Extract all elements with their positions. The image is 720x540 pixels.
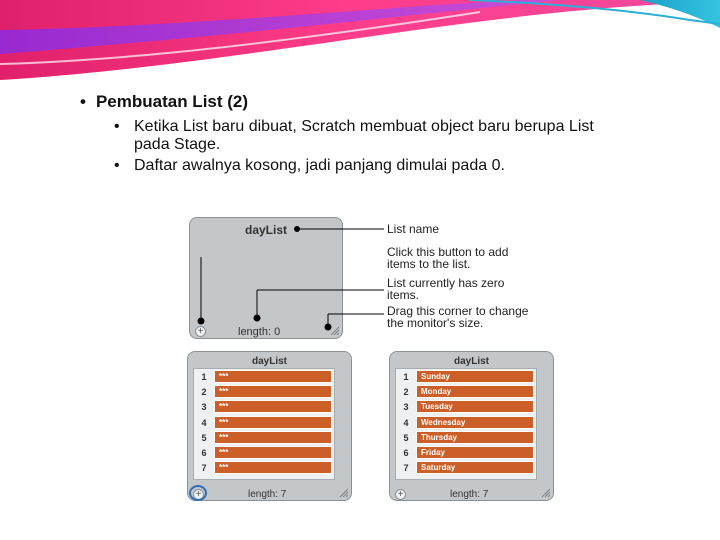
- list-item-index: 7: [403, 463, 409, 474]
- list-item[interactable]: [398, 416, 536, 430]
- list-item-index: 4: [403, 417, 409, 428]
- list-item[interactable]: [196, 431, 334, 445]
- list-item-index: 6: [403, 448, 409, 458]
- bullet-dot: •: [80, 92, 86, 111]
- annotation-zero-items-l1: List currently has zero: [387, 276, 505, 290]
- bullet-dot: •: [114, 118, 120, 135]
- list-item[interactable]: [398, 400, 536, 414]
- list-item-value[interactable]: ***: [214, 400, 332, 413]
- list-monitor-days[interactable]: [389, 351, 554, 501]
- length-label: length: 7: [248, 489, 287, 500]
- list-item-value[interactable]: Wednesday: [416, 416, 534, 429]
- list-item[interactable]: [196, 416, 334, 430]
- list-item[interactable]: [398, 431, 536, 445]
- list-item-index: 1: [201, 372, 207, 382]
- list-item-index: 5: [403, 432, 409, 443]
- list-item-value[interactable]: ***: [214, 385, 332, 398]
- annotation-resize-l1: Drag this corner to change: [387, 304, 529, 318]
- list-name-label: dayList: [453, 356, 489, 367]
- add-item-button[interactable]: +: [395, 489, 406, 500]
- list-item-index: 3: [201, 402, 207, 413]
- list-item-index: 4: [201, 417, 207, 428]
- sub-bullet-1-line1: Ketika List baru dibuat, Scratch membuat object baru berupa List: [134, 118, 594, 135]
- length-label: length: 7: [450, 489, 489, 500]
- list-item[interactable]: [398, 385, 536, 399]
- list-item[interactable]: [196, 400, 334, 414]
- list-item[interactable]: [196, 461, 334, 475]
- bullet-dot: •: [114, 157, 120, 174]
- resize-grip-icon[interactable]: [540, 487, 550, 497]
- list-item-value[interactable]: ***: [214, 416, 332, 429]
- list-name-label: dayList: [244, 223, 287, 237]
- list-item-index: 2: [403, 387, 409, 398]
- list-item[interactable]: [398, 446, 536, 460]
- list-item-value[interactable]: Tuesday: [416, 400, 534, 413]
- annotation-list-name: List name: [387, 222, 440, 236]
- add-item-button[interactable]: +: [193, 489, 204, 500]
- list-item-value[interactable]: ***: [214, 461, 332, 474]
- resize-grip-icon[interactable]: [338, 487, 348, 497]
- length-label: length: 0: [238, 326, 281, 338]
- list-item[interactable]: [398, 461, 536, 475]
- list-name-label: dayList: [251, 356, 287, 367]
- annotation-zero-items-l2: items.: [387, 288, 420, 302]
- list-item-index: 5: [201, 432, 207, 443]
- highlight-circle: [189, 485, 207, 501]
- bullet-main-text: Pembuatan List (2): [95, 92, 249, 111]
- add-item-button[interactable]: +: [195, 326, 206, 337]
- list-item-value[interactable]: Friday: [416, 446, 534, 459]
- annotation-add-button-l2: items to the list.: [387, 257, 471, 271]
- list-item-value[interactable]: Saturday: [416, 461, 534, 474]
- list-item-index: 6: [201, 448, 207, 458]
- list-item-index: 2: [201, 387, 207, 398]
- list-item[interactable]: [196, 385, 334, 399]
- list-item-value[interactable]: ***: [214, 431, 332, 444]
- sub-bullet-1-line2: pada Stage.: [134, 136, 221, 153]
- list-item-value[interactable]: ***: [214, 370, 332, 383]
- list-item-value[interactable]: Monday: [416, 385, 534, 398]
- list-item-value[interactable]: Thursday: [416, 431, 534, 444]
- list-item-value[interactable]: ***: [214, 446, 332, 459]
- list-monitor-placeholders[interactable]: [187, 351, 352, 501]
- list-item-value[interactable]: Sunday: [416, 370, 534, 383]
- annotation-resize-l2: the monitor's size.: [387, 316, 484, 330]
- annotation-add-button-l1: Click this button to add: [387, 245, 509, 259]
- list-item-index: 3: [403, 402, 409, 413]
- sub-bullet-2-text: Daftar awalnya kosong, jadi panjang dimulai pada 0.: [134, 157, 505, 174]
- list-item[interactable]: [196, 446, 334, 460]
- list-item-index: 7: [201, 463, 207, 474]
- list-item[interactable]: [196, 370, 334, 384]
- list-item[interactable]: [398, 370, 536, 384]
- list-item-index: 1: [403, 372, 409, 382]
